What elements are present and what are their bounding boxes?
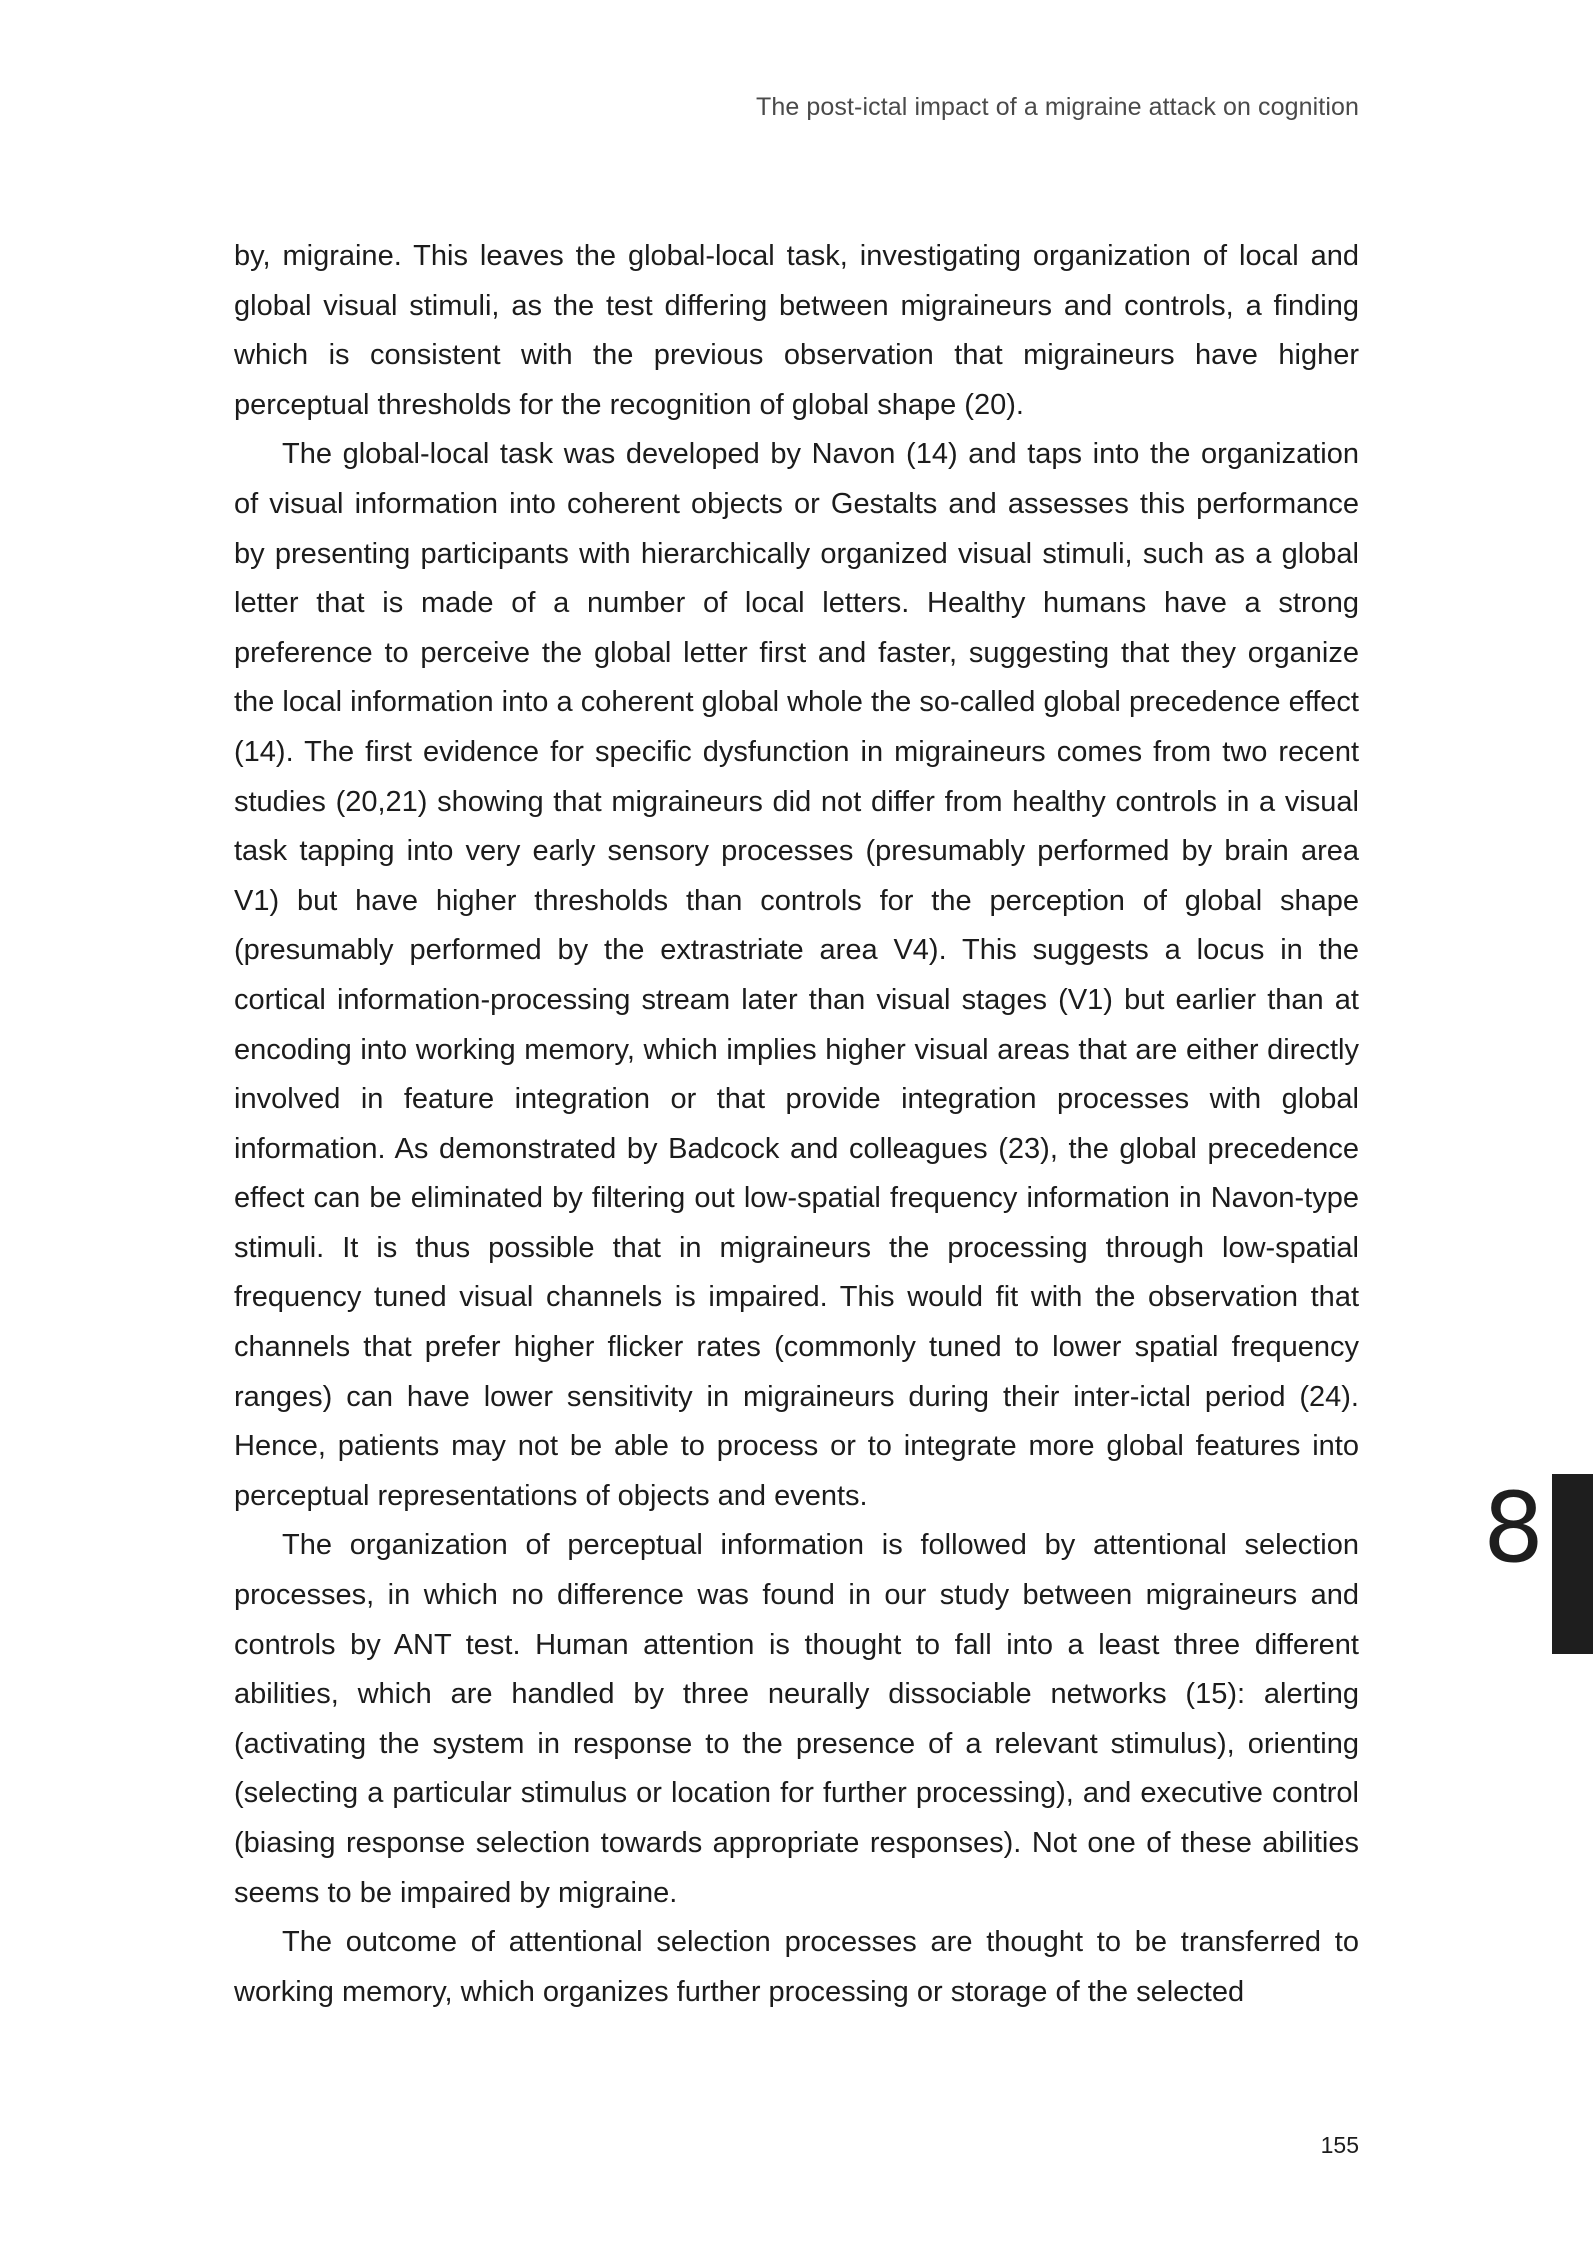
paragraph: The global-local task was developed by Navon (14) and taps into the organization of visual information into coherent objects or Gestalts and assesses this performance by presenting participants with hierarchically organized visual stimuli, such as a global letter that is made of a number of local letters. Healthy humans have a strong preference to perceive the global letter first and faster, suggesting that they organize the local information into a coherent global whole the so-called global precedence effect (14). The first evidence for specific dysfunction in migraineurs comes from two recent studies (20,21) showing that migraineurs did not differ from healthy controls in a visual task tapping into very early sensory processes (presumably performed by brain area V1) but have higher thresholds than controls for the perception of global shape (presumably performed by the extrastriate area V4). This suggests a locus in the cortical information-processing stream later than visual stages (V1) but earlier than at encoding into working memory, which implies higher visual areas that are either directly involved in feature integration or that provide integration processes with global information. As demonstrated by Badcock and colleagues (23), the global precedence effect can be eliminated by filtering out low-spatial frequency information in Navon-type stimuli. It is thus possible that in migraineurs the processing through low-spatial frequency tuned visual channels is impaired. This would fit with the observation that channels that prefer higher flicker rates (commonly tuned to lower spatial frequency ranges) can have lower sensitivity in migraineurs during their inter-ictal period (24). Hence, patients may not be able to process or to integrate more global features into perceptual representations of objects and events. — [234, 438, 1359, 1512]
body-text — [234, 232, 1359, 2017]
chapter-number: 8 — [1483, 1472, 1545, 1584]
running-header: The post-ictal impact of a migraine attack on cognition — [755, 93, 1359, 121]
page-number: 155 — [1320, 2132, 1359, 2158]
paragraph: The outcome of attentional selection processes are thought to be transferred to working memory, which organizes further processing or storage of the selected — [234, 1926, 1359, 2008]
paragraph: The organization of perceptual information is followed by attentional selection processes, in which no difference was found in our study between migraineurs and controls by ANT test. Human attention is thought to fall into a least three different abilities, which are handled by three neurally dissociable networks (15): alerting (activating the system in response to the presence of a relevant stimulus), orienting (selecting a particular stimulus or location for further processing), and executive control (biasing response selection towards appropriate responses). Not one of these abilities seems to be impaired by migraine. — [234, 1529, 1359, 1909]
chapter-thumb-tab — [1552, 1474, 1593, 1654]
paragraph: by, migraine. This leaves the global-local task, investigating organization of local and global visual stimuli, as the test differing between migraineurs and controls, a finding which is consistent with the previous observation that migraineurs have higher perceptual thresholds for the recognition of global shape (20). — [234, 240, 1359, 421]
